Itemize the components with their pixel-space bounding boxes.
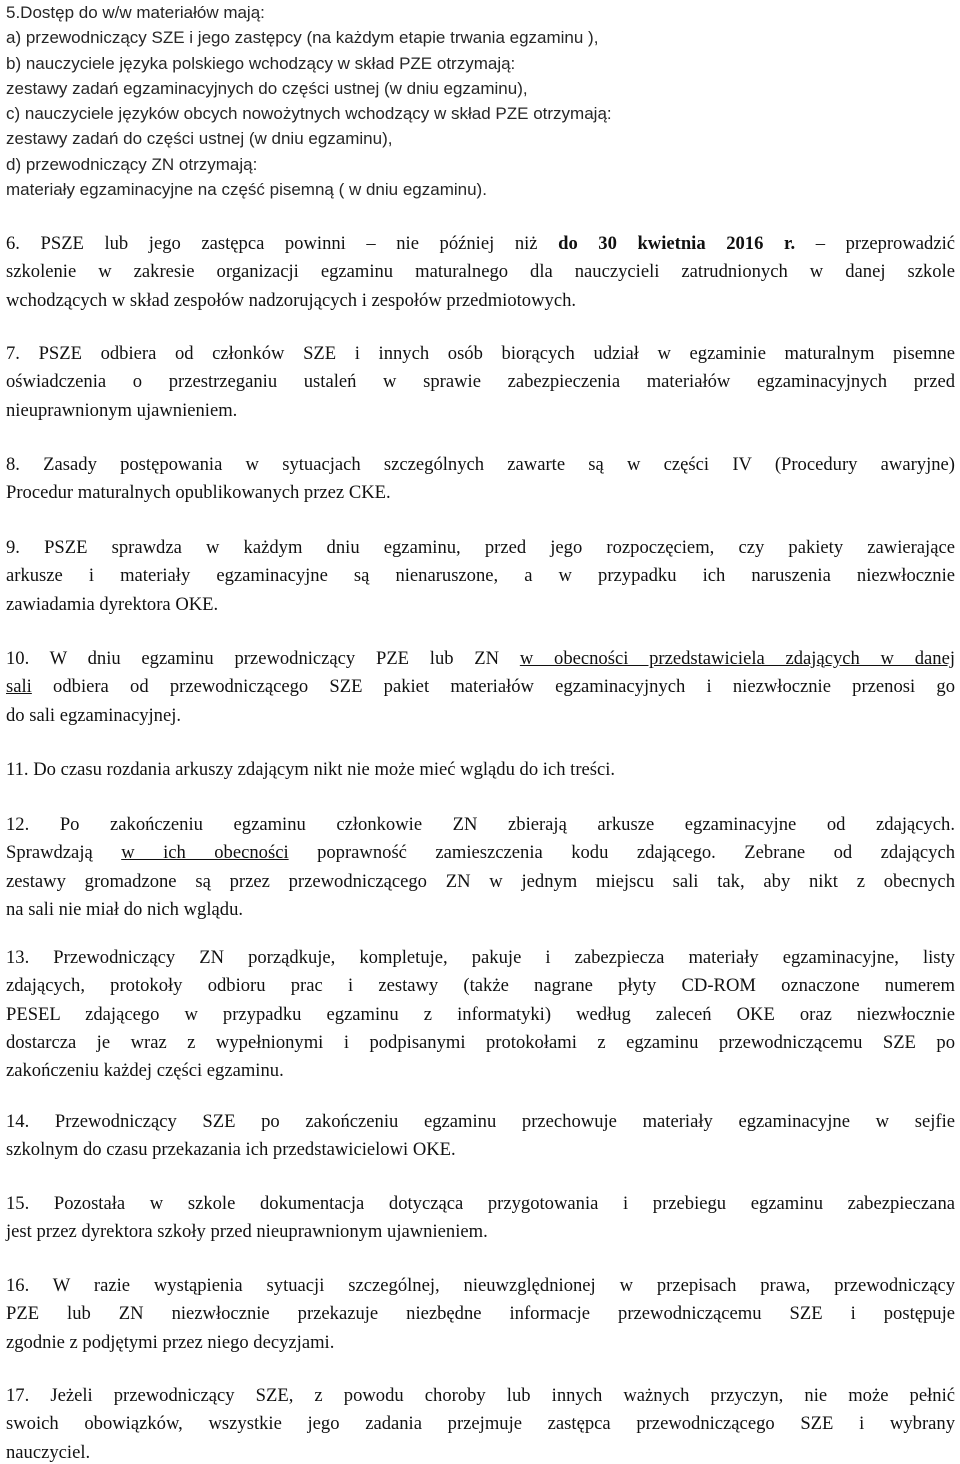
list-item: b) nauczyciele języka polskiego wchodzący w skład PZE otrzymają:	[6, 53, 516, 73]
paragraph-line: szkolnym do czasu przekazania ich przedstawicielowi OKE.	[6, 1139, 456, 1161]
paragraph-13	[6, 944, 955, 1085]
list-item: a) przewodniczący SZE i jego zastępcy (na każdym etapie trwania egzaminu ),	[6, 28, 599, 48]
paragraph-line: Sprawdzają w ich obecności poprawność zamieszczenia kodu zdającego. Zebrane od zdających	[6, 842, 955, 864]
paragraph-line: 12. Po zakończeniu egzaminu członkowie ZN zbierają arkusze egzaminacyjne od zdających.	[6, 814, 955, 835]
paragraph-line: 16. W razie wystąpienia sytuacji szczególnej, nieuwzględnionej w przepisach prawa, przewodniczący	[6, 1275, 955, 1296]
section-5-access-list	[6, 0, 951, 202]
paragraph-line: zakończeniu każdej części egzaminu.	[6, 1060, 284, 1082]
deadline-date: do 30 kwietnia 2016 r.	[558, 233, 796, 254]
paragraph-line: arkusze i materiały egzaminacyjne są nienaruszone, a w przypadku ich naruszenia niezwłocznie	[6, 565, 955, 587]
paragraph-line: PZE lub ZN niezwłocznie przekazuje niezbędne informacje przewodniczącemu SZE i postępuje	[6, 1303, 955, 1325]
paragraph-9	[6, 534, 955, 619]
paragraph-line: oświadczenia o przestrzeganiu ustaleń w sprawie zabezpieczenia materiałów egzaminacyjnych przed	[6, 371, 955, 393]
paragraph-line: zestawy gromadzone są przez przewodniczącego ZN w jednym miejscu sali tak, aby nikt z obecnych	[6, 870, 955, 892]
paragraph-line: Procedur maturalnych opublikowanych przez CKE.	[6, 482, 391, 504]
paragraph-line: 9. PSZE sprawdza w każdym dniu egzaminu, przed jego rozpoczęciem, czy pakiety zawierające	[6, 537, 955, 558]
paragraph-line: 6. PSZE lub jego zastępca powinni – nie później niż do 30 kwietnia 2016 r. – przeprowadzić	[6, 233, 956, 254]
paragraph-8	[6, 451, 955, 508]
paragraph-16	[6, 1272, 955, 1357]
paragraph-line: szkolenie w zakresie organizacji egzaminu maturalnego dla nauczycieli zatrudnionych w danej szkole	[6, 261, 955, 283]
paragraph-7	[6, 340, 955, 425]
paragraph-line: wchodzących w skład zespołów nadzorujących i zespołów przedmiotowych.	[6, 289, 577, 311]
list-item: zestawy zadań do części ustnej (w dniu egzaminu),	[6, 129, 393, 149]
underlined-phrase: sali	[6, 676, 32, 698]
paragraph-line: nauczyciel.	[6, 1441, 91, 1463]
underlined-phrase: w obecności przedstawiciela zdających w danej	[519, 648, 956, 669]
paragraph-line: 15. Pozostała w szkole dokumentacja dotycząca przygotowania i przebiegu egzaminu zabezpieczana	[6, 1193, 955, 1214]
paragraph-line: 11. Do czasu rozdania arkuszy zdającym nikt nie może mieć wglądu do ich treści.	[6, 759, 616, 780]
paragraph-line: dostarcza je wraz z wypełnionymi i podpisanymi protokołami z egzaminu przewodniczącemu SZE po	[6, 1031, 955, 1053]
paragraph-line: 14. Przewodniczący SZE po zakończeniu egzaminu przechowuje materiały egzaminacyjne w sejfie	[6, 1111, 955, 1132]
list-item: d) przewodniczący ZN otrzymają:	[6, 154, 258, 174]
paragraph-14	[6, 1108, 955, 1165]
paragraph-line: 8. Zasady postępowania w sytuacjach szczególnych zawarte są w części IV (Procedury awaryjne)	[6, 454, 955, 475]
list-item: zestawy zadań egzaminacyjnych do części ustnej (w dniu egzaminu),	[6, 78, 528, 98]
paragraph-15	[6, 1190, 955, 1247]
paragraph-17	[6, 1382, 955, 1464]
paragraph-line: 7. PSZE odbiera od członków SZE i innych osób biorących udział w egzaminie maturalnym pisemne	[6, 343, 955, 364]
paragraph-11	[6, 756, 955, 784]
paragraph-line: swoich obowiązków, wszystkie jego zadania przejmuje zastępca przewodniczącego SZE i wybrany	[6, 1413, 955, 1435]
paragraph-line: zawiadamia dyrektora OKE.	[6, 593, 219, 615]
underlined-phrase: w ich obecności	[121, 842, 289, 864]
paragraph-line: do sali egzaminacyjnej.	[6, 704, 182, 726]
paragraph-12	[6, 811, 955, 924]
paragraph-10	[6, 645, 955, 730]
paragraph-line: nieuprawnionym ujawnieniem.	[6, 399, 238, 421]
section-5-heading: 5.Dostęp do w/w materiałów mają:	[6, 3, 265, 22]
paragraph-line: jest przez dyrektora szkoły przed nieuprawnionym ujawnieniem.	[6, 1221, 488, 1243]
paragraph-line: 10. W dniu egzaminu przewodniczący PZE lub ZN w obecności przedstawiciela zdających w danej	[6, 648, 956, 669]
paragraph-line: 17. Jeżeli przewodniczący SZE, z powodu choroby lub innych ważnych przyczyn, nie może pełnić	[6, 1385, 955, 1406]
paragraph-line: zdających, protokoły odbioru prac i zestawy (także nagrane płyty CD-ROM oznaczone numerem	[6, 975, 955, 997]
paragraph-line: sali odbiera od przewodniczącego SZE pakiet materiałów egzaminacyjnych i niezwłocznie przenosi go	[6, 676, 955, 698]
paragraph-line: 13. Przewodniczący ZN porządkuje, kompletuje, pakuje i zabezpiecza materiały egzaminacyjne, listy	[6, 947, 955, 968]
list-item: c) nauczyciele języków obcych nowożytnych wchodzący w skład PZE otrzymają:	[6, 104, 612, 124]
paragraph-line: zgodnie z podjętymi przez niego decyzjami.	[6, 1331, 335, 1353]
list-item: materiały egzaminacyjne na część pisemną ( w dniu egzaminu).	[6, 180, 487, 200]
paragraph-6	[6, 230, 955, 315]
paragraph-line: na sali nie miał do nich wglądu.	[6, 898, 244, 920]
paragraph-line: PESEL zdającego w przypadku egzaminu z informatyki) według zaleceń OKE oraz niezwłocznie	[6, 1003, 955, 1025]
